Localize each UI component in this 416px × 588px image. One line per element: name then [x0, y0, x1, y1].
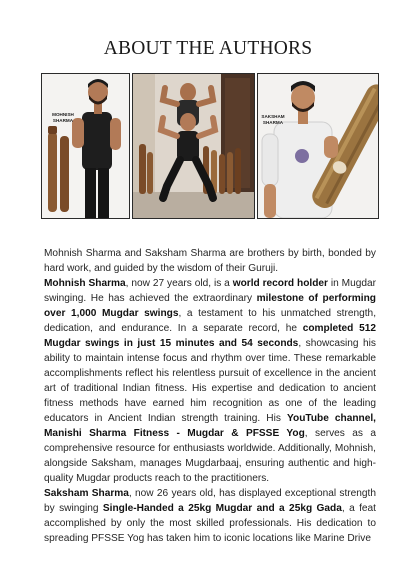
mohnish-text-4: , showcasing his ability to maintain intense focus and rhythm over time. These remarkable accomplishments reflect his relentless pursuit of excellence in the ancient art of traditional Indian fitness. His expertise and dedication to ancient fitness methods have earned him recognition as one of the leading educators in Ancient Indian strength training. His — [44, 338, 376, 424]
mohnish-paragraph — [44, 276, 376, 486]
intro-text: Mohnish Sharma and Saksham Sharma are brothers by birth, bonded by hard work, and guided by the wisdom of their Guruji. — [44, 248, 376, 274]
label-mohnish-line2: SHARMA — [52, 117, 74, 123]
mohnish-text-1: , now 27 years old, is a — [125, 278, 233, 289]
photo-brothers-illustration — [133, 74, 254, 218]
saksham-paragraph — [44, 486, 376, 546]
photo-mohnish-illustration — [42, 74, 129, 218]
photo-mohnish — [41, 73, 130, 219]
label-mohnish-line1: MOHNISH — [52, 112, 74, 117]
milestone-phrase: milestone of performing over 1,000 Mugdar swings — [44, 293, 376, 319]
photo-saksham — [257, 73, 379, 219]
saksham-text-1: , now 26 years old, has displayed exceptional strength by swinging — [44, 488, 377, 514]
label-saksham-line1: SAKSHAM — [261, 114, 285, 119]
swings-record-phrase: completed 512 Mugdar swings in just 15 minutes and 54 seconds — [44, 323, 376, 349]
label-saksham-line2: SHARMA — [262, 119, 284, 125]
single-handed-phrase: Single-Handed a 25kg Mugdar and a 25kg Gada — [102, 503, 342, 514]
photo-brothers — [132, 73, 255, 219]
photo-saksham-illustration — [258, 74, 378, 218]
author-photo-strip — [41, 73, 379, 221]
intro-paragraph — [44, 246, 376, 276]
saksham-name: Saksham Sharma — [44, 488, 129, 499]
youtube-channel-phrase: YouTube channel, Manishi Sharma Fitness - Mugdar & PFSSE Yog — [44, 413, 376, 439]
saksham-text-2: , a feat accomplished by only the most skilled professionals. His dedication to spreading PFSSE Yog has taken him to iconic locations like Marine Drive — [44, 503, 376, 544]
mohnish-text-2: in Mugdar swinging. He has achieved the extraordinary — [44, 278, 376, 304]
mohnish-name: Mohnish Sharma — [44, 278, 126, 289]
world-record-phrase: world record holder — [232, 278, 328, 289]
mohnish-text-5: , serves as a comprehensive resource for enthusiasts worldwide. Additionally, Mohnish, alongside Saksham, manages Mugdarbaaj, ensuring authentic and high-quality Mugdar products reach to the practitioners. — [44, 428, 376, 484]
photo-label-saksham — [258, 114, 288, 125]
mohnish-text-3: , a testament to his unmatched strength, dedication, and endurance. In a separate record, he — [44, 308, 377, 334]
authors-biography — [44, 246, 376, 546]
photo-label-mohnish — [50, 112, 76, 123]
page-title: ABOUT THE AUTHORS — [103, 38, 313, 59]
